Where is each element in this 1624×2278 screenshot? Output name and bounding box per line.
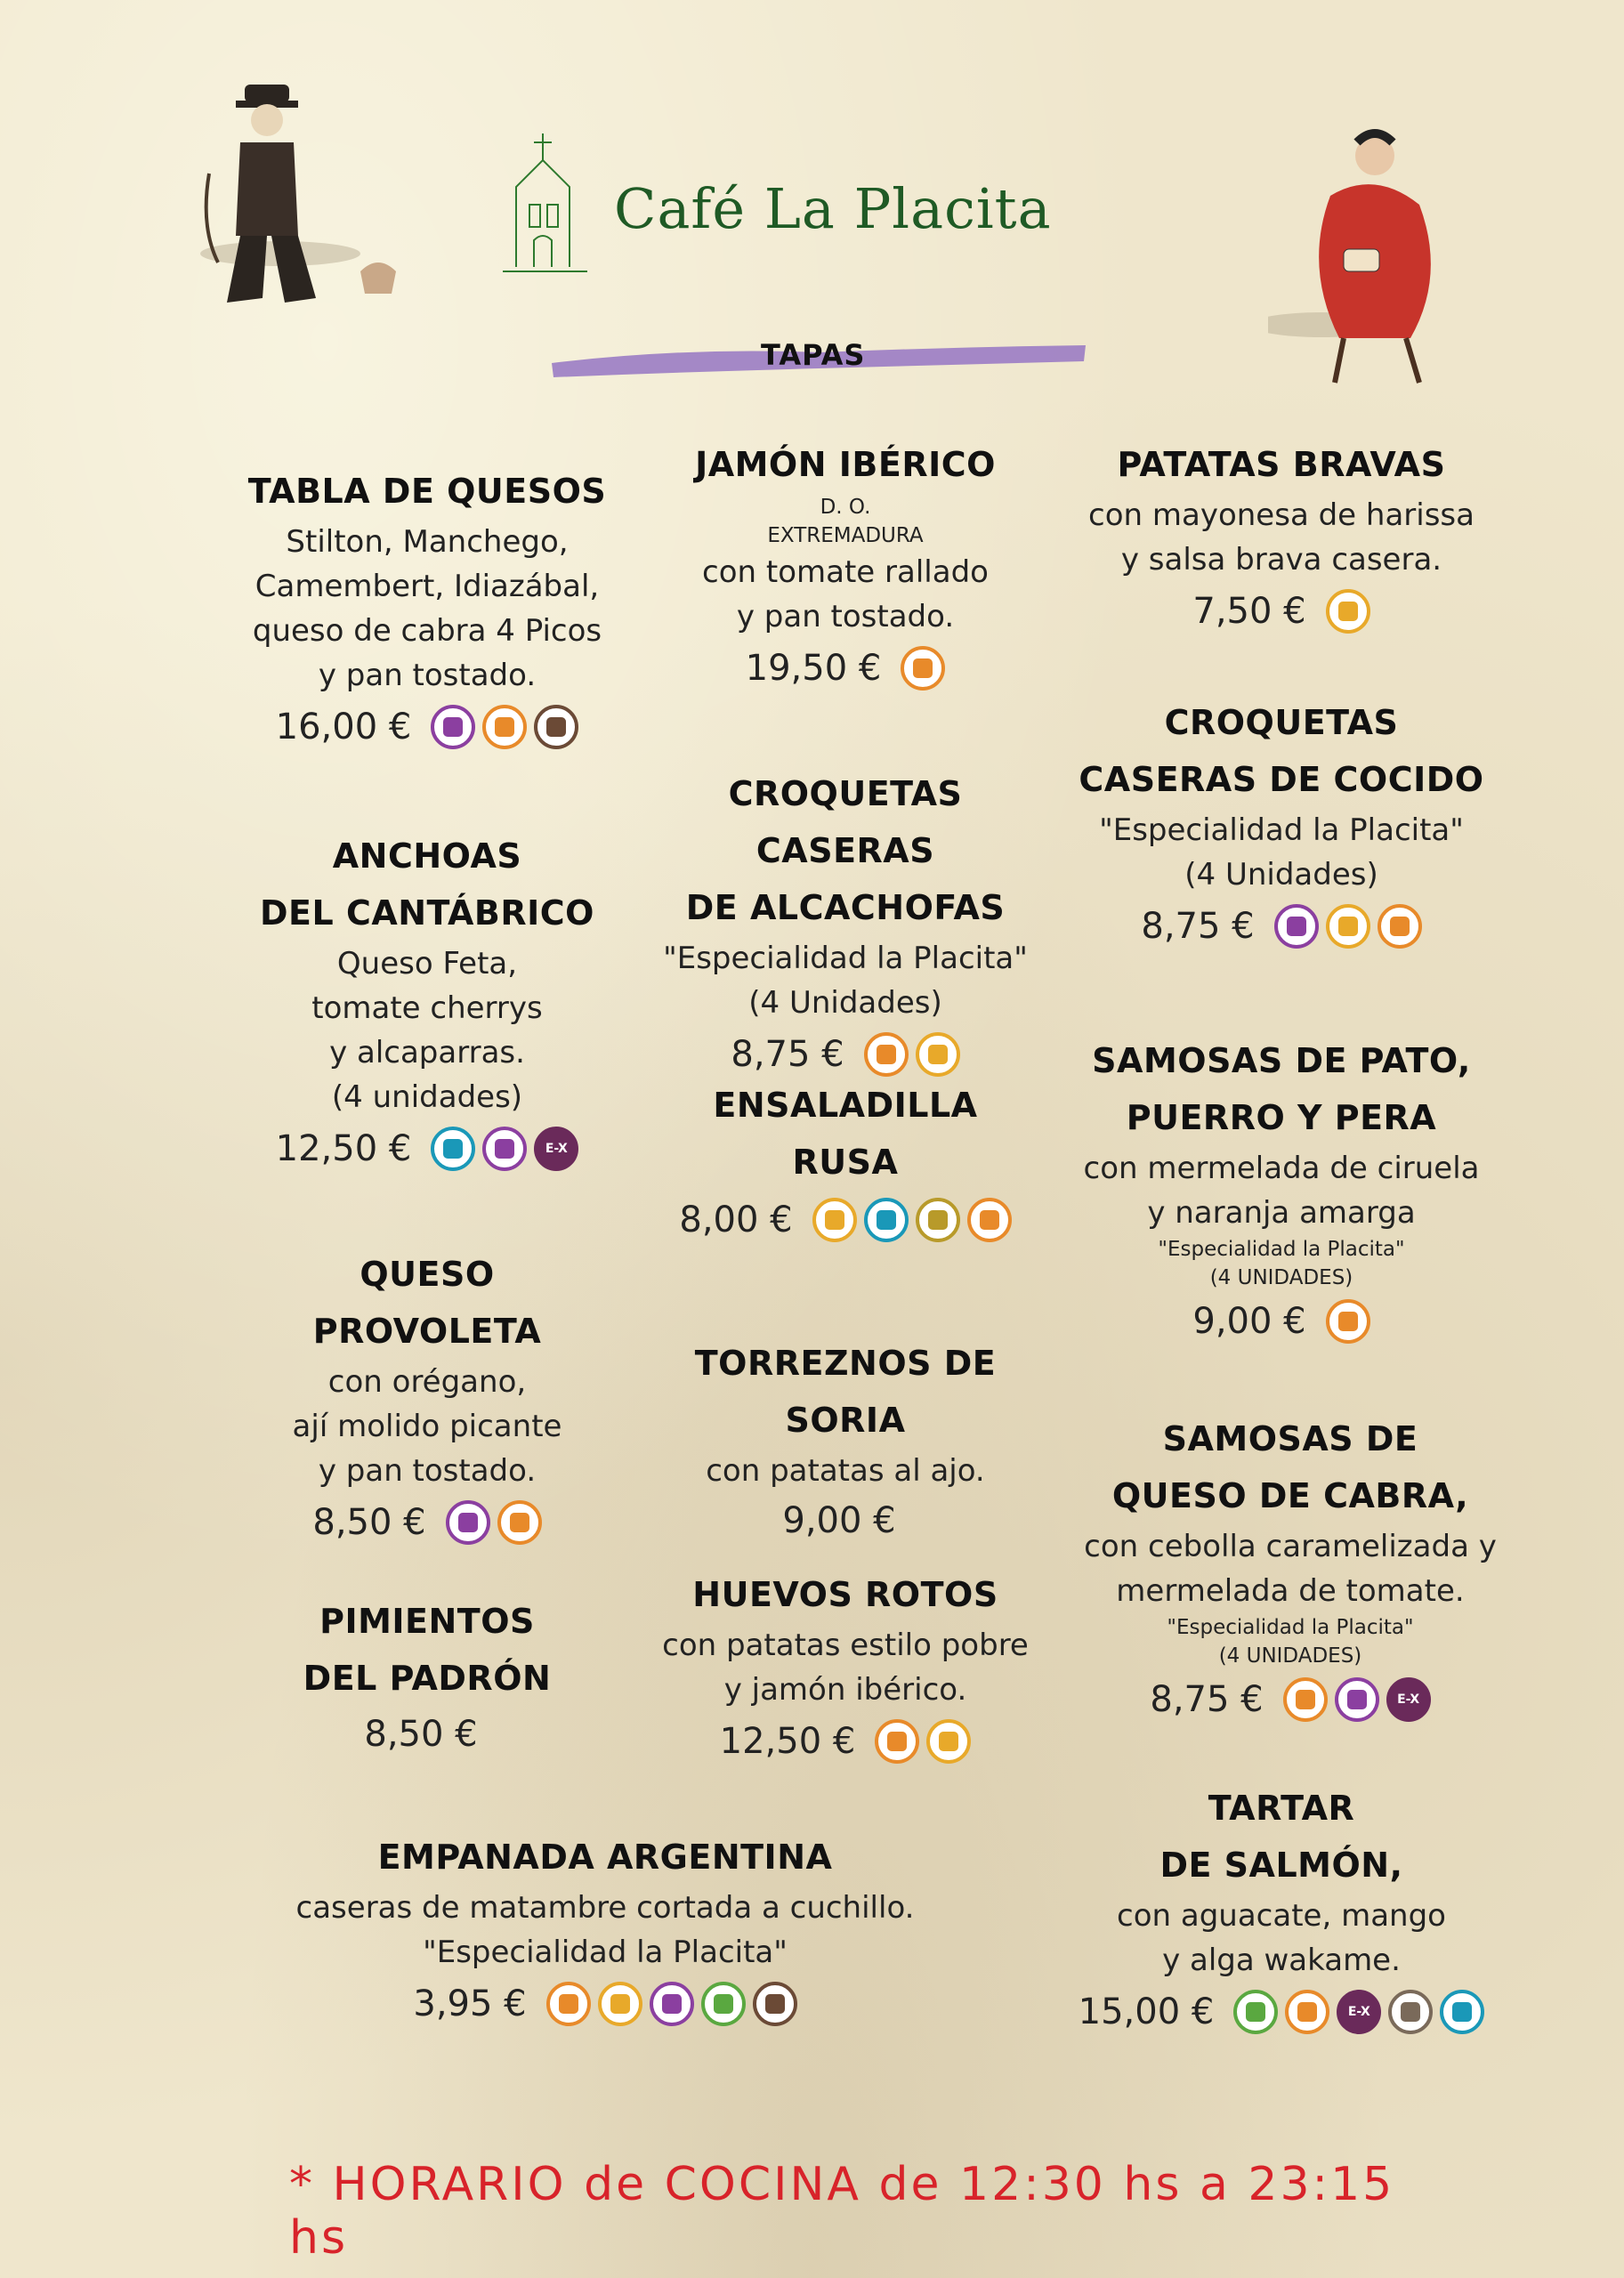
item-name: SAMOSAS DE PATO, [1092, 1041, 1471, 1080]
item-name: CROQUETAS CASERAS [728, 774, 963, 870]
item-name: PATATAS BRAVAS [1117, 445, 1446, 484]
kitchen-hours-note: * HORARIO de COCINA de 12:30 hs a 23:15 hs [289, 2158, 1395, 2265]
item-price: 9,00 € [1192, 1301, 1306, 1342]
item-note: "Especialidad la Placita" [1158, 1238, 1405, 1261]
item-description: y naranja amarga [1147, 1195, 1416, 1231]
item-origin: D. O. [820, 496, 871, 519]
item-description: con tomate rallado [702, 554, 989, 590]
item-price: 8,50 € [364, 1714, 478, 1755]
fish-icon [431, 1127, 475, 1171]
man-with-dog-illustration [191, 76, 423, 319]
item-name: PIMIENTOS [319, 1602, 535, 1641]
item-name: QUESO DE CABRA, [1111, 1476, 1469, 1515]
milk-icon [446, 1500, 490, 1545]
gluten-icon [1326, 1299, 1370, 1344]
gluten-icon [497, 1500, 542, 1545]
item-note: (4 UNIDADES) [1209, 1266, 1353, 1289]
celery-icon [1233, 1990, 1278, 2034]
item-price: 16,00 € [275, 707, 412, 747]
menu-item-ensaladilla [641, 1077, 1050, 1242]
gluten-icon [1378, 904, 1422, 949]
menu-item-provoleta [222, 1246, 632, 1545]
celery-icon [701, 1982, 746, 2026]
item-description: Queso Feta, [336, 946, 518, 981]
cafe-title: Café La Placita [614, 176, 1052, 241]
price-row [641, 1719, 1050, 1764]
item-origin: EXTREMADURA [767, 524, 924, 547]
item-price: 3,95 € [413, 1983, 527, 2024]
item-price: 9,00 € [782, 1500, 896, 1541]
item-price: 7,50 € [1192, 591, 1306, 632]
item-name: QUESO [360, 1255, 495, 1294]
item-name: EMPANADA ARGENTINA [377, 1838, 833, 1877]
milk-icon [482, 1127, 527, 1171]
item-price: 19,50 € [745, 648, 882, 689]
item-name: DE ALCACHOFAS [685, 888, 1006, 927]
item-description: y pan tostado. [318, 658, 537, 693]
item-description: con mayonesa de harissa [1088, 497, 1475, 533]
gluten-icon [875, 1719, 919, 1764]
item-name: PUERRO Y PERA [1126, 1098, 1437, 1137]
menu-item-bravas [1077, 436, 1486, 634]
item-name: DEL PADRÓN [303, 1659, 552, 1698]
item-name: DE SALMÓN, [1159, 1846, 1403, 1885]
sulphite-icon: E-X [1337, 1990, 1381, 2034]
item-description: (4 Unidades) [748, 985, 942, 1021]
menu-item-samosa-queso [1077, 1410, 1504, 1722]
item-note: (4 UNIDADES) [1218, 1644, 1362, 1668]
item-description: y alga wakame. [1162, 1943, 1401, 1978]
price-row [1077, 1677, 1504, 1722]
item-price: 15,00 € [1078, 1991, 1215, 2032]
item-description: "Especialidad la Placita" [423, 1935, 788, 1970]
item-description: con mermelada de ciruela [1083, 1151, 1480, 1186]
nuts-icon [753, 1982, 797, 2026]
menu-item-anchoas [222, 828, 632, 1171]
menu-item-tabla [222, 463, 632, 749]
item-price: 8,00 € [679, 1200, 793, 1240]
egg-icon [916, 1032, 960, 1077]
item-name: CASERAS DE COCIDO [1079, 760, 1484, 799]
milk-icon [1274, 904, 1319, 949]
item-description: caseras de matambre cortada a cuchillo. [295, 1890, 915, 1926]
price-row [222, 705, 632, 749]
item-price: 8,75 € [1150, 1679, 1264, 1720]
item-name: HUEVOS ROTOS [692, 1575, 998, 1614]
menu-item-jamon [641, 436, 1050, 691]
price-row [1077, 1990, 1486, 2034]
item-price: 8,50 € [312, 1502, 426, 1543]
sulphite-icon: E-X [534, 1127, 578, 1171]
item-description: (4 unidades) [331, 1079, 523, 1115]
item-name: RUSA [792, 1143, 899, 1182]
sulphite-icon: E-X [1386, 1677, 1431, 1722]
mustard-icon [916, 1198, 960, 1242]
menu-item-torreznos [641, 1335, 1050, 1541]
menu-item-pimientos [222, 1593, 632, 1755]
price-row [1077, 1299, 1486, 1344]
menu-item-croq-cocido [1077, 694, 1486, 949]
item-price: 8,75 € [1141, 906, 1255, 947]
gluten-icon [546, 1982, 591, 2026]
fish-icon [1440, 1990, 1484, 2034]
item-description: tomate cherrys [311, 990, 543, 1026]
item-description: con patatas al ajo. [706, 1453, 985, 1489]
fish-icon [864, 1198, 909, 1242]
item-description: con orégano, [327, 1364, 527, 1400]
egg-icon [926, 1719, 971, 1764]
item-price: 12,50 € [275, 1128, 412, 1169]
menu-item-huevos [641, 1566, 1050, 1764]
item-name: JAMÓN IBÉRICO [695, 445, 996, 484]
gluten-icon [482, 705, 527, 749]
item-description: "Especialidad la Placita" [663, 941, 1028, 976]
price-row [222, 1500, 632, 1545]
milk-icon [650, 1982, 694, 2026]
gluten-icon [1285, 1990, 1329, 2034]
item-description: (4 Unidades) [1184, 857, 1378, 893]
item-name: TARTAR [1208, 1789, 1355, 1828]
section-title-tapas: TAPAS [761, 338, 866, 372]
item-description: con patatas estilo pobre [662, 1628, 1029, 1663]
item-name: TORREZNOS DE SORIA [694, 1344, 997, 1440]
item-description: y pan tostado. [318, 1453, 537, 1489]
price-row [641, 1500, 1050, 1541]
item-description: Camembert, Idiazábal, [255, 569, 600, 604]
gluten-icon [864, 1032, 909, 1077]
gluten-icon [901, 646, 945, 691]
item-description: "Especialidad la Placita" [1099, 812, 1464, 848]
price-row [222, 1127, 632, 1171]
church-logo-icon [498, 125, 596, 279]
item-description: y salsa brava casera. [1120, 542, 1442, 578]
item-description: con cebolla caramelizada y [1084, 1529, 1497, 1564]
item-description: y alcaparras. [329, 1035, 525, 1070]
milk-icon [431, 705, 475, 749]
gluten-icon [967, 1198, 1012, 1242]
item-description: mermelada de tomate. [1116, 1573, 1465, 1609]
item-price: 12,50 € [719, 1721, 856, 1762]
menu-item-empanada [240, 1829, 970, 2026]
item-price: 8,75 € [731, 1034, 844, 1075]
item-description: y pan tostado. [736, 599, 955, 634]
item-description: Stilton, Manchego, [286, 524, 569, 560]
nuts-icon [534, 705, 578, 749]
price-row [1077, 904, 1486, 949]
item-description: con aguacate, mango [1117, 1898, 1446, 1934]
sesame-icon [1388, 1990, 1433, 2034]
menu-item-tartar [1077, 1780, 1486, 2034]
woman-in-red-illustration [1268, 125, 1482, 404]
egg-icon [812, 1198, 857, 1242]
egg-icon [1326, 589, 1370, 634]
menu-item-croq-alca [641, 765, 1050, 1077]
item-name: ENSALADILLA [713, 1086, 978, 1125]
price-row [641, 1198, 1050, 1242]
menu-item-samosa-pato [1077, 1032, 1486, 1344]
price-row [1077, 589, 1486, 634]
item-description: queso de cabra 4 Picos [252, 613, 602, 649]
item-name: SAMOSAS DE [1162, 1419, 1418, 1458]
item-name: PROVOLETA [312, 1312, 542, 1351]
item-description: y jamón ibérico. [723, 1672, 967, 1708]
egg-icon [1326, 904, 1370, 949]
milk-icon [1335, 1677, 1379, 1722]
price-row [222, 1714, 632, 1755]
gluten-icon [1283, 1677, 1328, 1722]
item-name: CROQUETAS [1164, 703, 1399, 742]
price-row [641, 1032, 1050, 1077]
egg-icon [598, 1982, 642, 2026]
item-description: ají molido picante [292, 1409, 562, 1444]
item-note: "Especialidad la Placita" [1167, 1616, 1414, 1639]
price-row [641, 646, 1050, 691]
price-row [240, 1982, 970, 2026]
item-name: ANCHOAS [332, 836, 522, 876]
item-name: DEL CANTÁBRICO [260, 893, 594, 933]
item-name: TABLA DE QUESOS [247, 472, 607, 511]
